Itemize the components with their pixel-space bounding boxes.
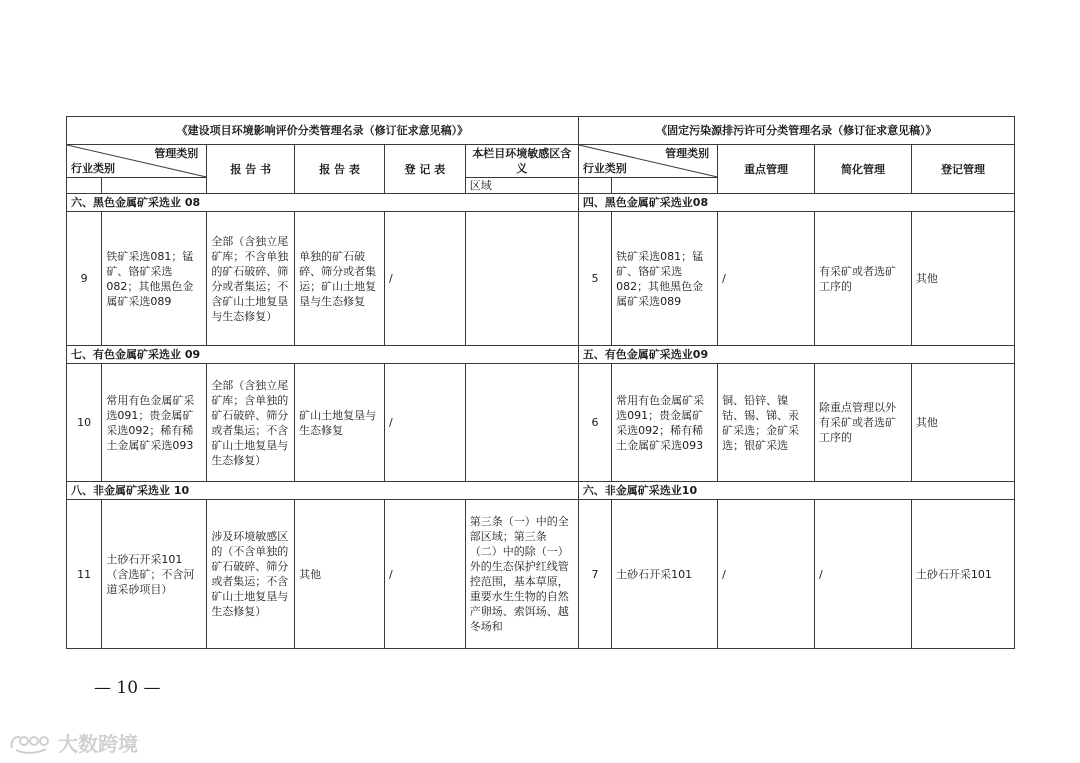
industry-category: 常用有色金属矿采选091；贵金属矿采选092；稀有稀土金属矿采选093 [102, 364, 207, 482]
page-number: — 10 — [94, 678, 161, 698]
section-title-right: 五、有色金属矿采选业09 [578, 346, 1014, 364]
permit-industry-category: 铁矿采选081；锰矿、铬矿采选082；其他黑色金属矿采选089 [612, 212, 718, 346]
section-title-right: 四、黑色金属矿采选业08 [578, 194, 1014, 212]
registration-management-scope: 其他 [911, 364, 1014, 482]
permit-row-number: 7 [578, 500, 611, 649]
section-title-left: 七、有色金属矿采选业 09 [67, 346, 579, 364]
registration-scope: / [384, 212, 465, 346]
simplified-management-scope: 有采矿或者选矿工序的 [815, 212, 912, 346]
simplified-management-scope: 除重点管理以外有采矿或者选矿工序的 [815, 364, 912, 482]
report-book-scope: 涉及环境敏感区的（不含单独的矿石破碎、筛分或者集运；不含矿山土地复垦与生态修复） [207, 500, 295, 649]
right-header-management-category: 管理类别 [665, 147, 710, 160]
industry-category: 铁矿采选081；锰矿、铬矿采选082；其他黑色金属矿采选089 [102, 212, 207, 346]
row-number: 9 [67, 212, 102, 346]
row-number: 11 [67, 500, 102, 649]
header-key-management: 重点管理 [718, 145, 815, 194]
header-spacer-no [67, 178, 102, 194]
sensitive-area-meaning [465, 212, 578, 346]
registration-scope: / [384, 364, 465, 482]
report-book-scope: 全部（含独立尾矿库；含单独的矿石破碎、筛分或者集运；不含矿山土地复垦与生态修复） [207, 364, 295, 482]
report-form-scope: 单独的矿石破碎、筛分或者集运；矿山土地复垦与生态修复 [295, 212, 385, 346]
registration-management-scope: 其他 [911, 212, 1014, 346]
header-registration-form: 登 记 表 [384, 145, 465, 194]
header-sensitive-area-sub: 区域 [465, 178, 578, 194]
permit-row-number: 6 [578, 364, 611, 482]
right-table-title: 《固定污染源排污许可分类管理名录（修订征求意见稿）》 [578, 117, 1014, 145]
header-report-book: 报 告 书 [207, 145, 295, 194]
classification-table [66, 116, 1015, 649]
key-management-scope: / [718, 500, 815, 649]
sensitive-area-meaning [465, 364, 578, 482]
left-header-industry-category: 行业类别 [71, 162, 115, 175]
permit-industry-category: 常用有色金属矿采选091；贵金属矿采选092；稀有稀土金属矿采选093 [612, 364, 718, 482]
left-table-title: 《建设项目环境影响评价分类管理名录（修订征求意见稿）》 [67, 117, 579, 145]
section-title-left: 六、黑色金属矿采选业 08 [67, 194, 579, 212]
sensitive-area-meaning: 第三条（一）中的全部区域；第三条（二）中的除（一）外的生态保护红线管控范围，基本草原，重要水生生物的自然产卵场、索饵场、越冬场和 [465, 500, 578, 649]
registration-scope: / [384, 500, 465, 649]
permit-row-number: 5 [578, 212, 611, 346]
header-spacer-r-no [578, 178, 611, 194]
watermark-text: 大数跨境 [58, 732, 138, 756]
row-number: 10 [67, 364, 102, 482]
industry-category: 土砂石开采101（含选矿；不含河道采砂项目） [102, 500, 207, 649]
section-title-right: 六、非金属矿采选业10 [578, 482, 1014, 500]
left-diagonal-header [67, 145, 207, 178]
left-header-management-category: 管理类别 [154, 147, 199, 160]
header-registration-management: 登记管理 [911, 145, 1014, 194]
header-spacer-industry [102, 178, 207, 194]
registration-management-scope: 土砂石开采101 [911, 500, 1014, 649]
watermark [8, 728, 138, 757]
key-management-scope: 铜、铅锌、镍钴、锡、锑、汞矿采选；金矿采选；银矿采选 [718, 364, 815, 482]
key-management-scope: / [718, 212, 815, 346]
permit-industry-category: 土砂石开采101 [612, 500, 718, 649]
simplified-management-scope: / [815, 500, 912, 649]
section-title-left: 八、非金属矿采选业 10 [67, 482, 579, 500]
report-form-scope: 其他 [295, 500, 385, 649]
header-spacer-r-industry [612, 178, 718, 194]
right-header-industry-category: 行业类别 [582, 162, 627, 175]
header-sensitive-area: 本栏目环境敏感区含义 [465, 145, 578, 178]
report-form-scope: 矿山土地复垦与生态修复 [295, 364, 385, 482]
header-simplified-management: 简化管理 [815, 145, 912, 194]
watermark-logo-icon [8, 732, 54, 754]
header-report-form: 报 告 表 [295, 145, 385, 194]
report-book-scope: 全部（含独立尾矿库；不含单独的矿石破碎、筛分或者集运；不含矿山土地复垦与生态修复） [207, 212, 295, 346]
right-diagonal-header [578, 145, 717, 178]
